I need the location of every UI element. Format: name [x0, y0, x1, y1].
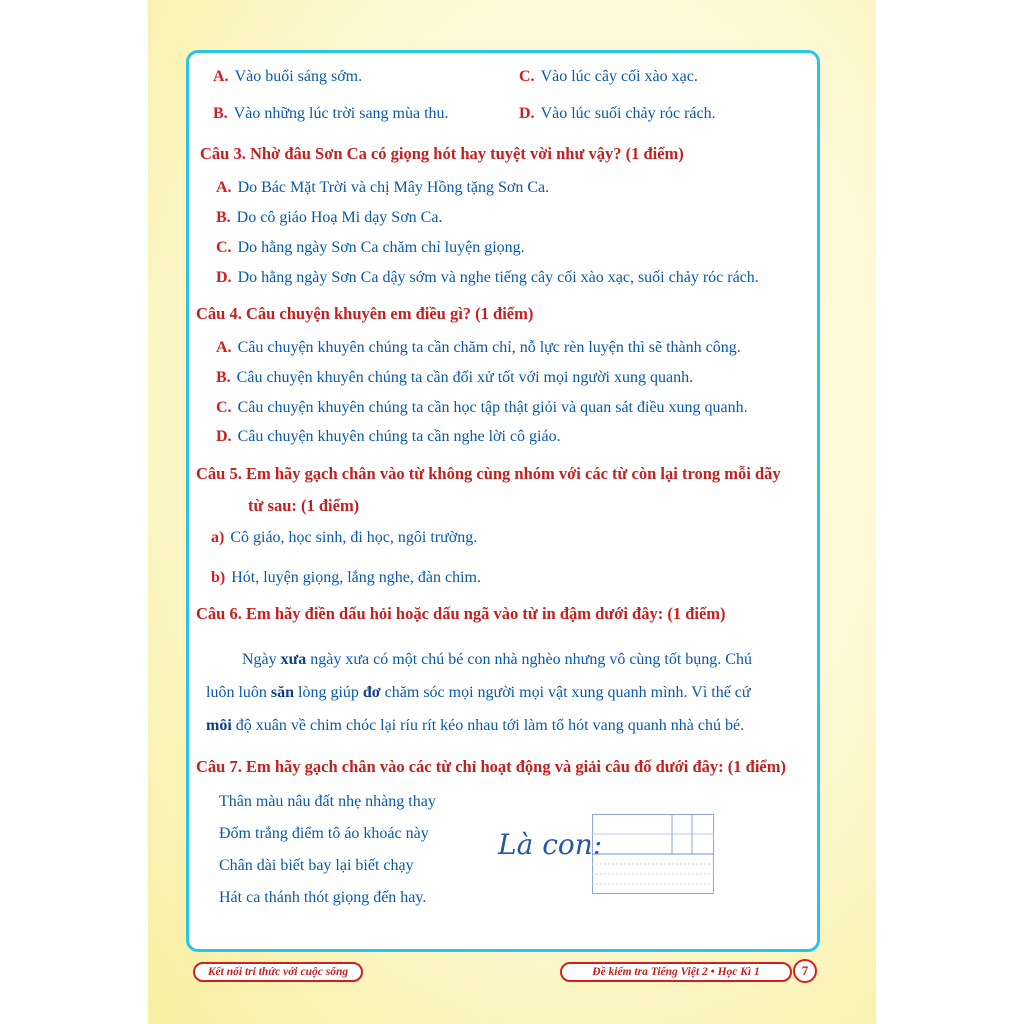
- q4-title: Câu 4. Câu chuyện khuyên em điều gì? (1 điểm): [196, 304, 534, 323]
- q2-option-c: C. Vào lúc cây cối xào xạc.: [519, 68, 698, 85]
- q7-poem-line-4: Hát ca thánh thót giọng đến hay.: [219, 889, 427, 906]
- q4-option-b: B. Câu chuyện khuyên chúng ta cần đối xử tốt với mọi người xung quanh.: [216, 369, 694, 386]
- q7-poem-line-3: Chân dài biết bay lại biết chạy: [219, 857, 414, 874]
- q5-item-b: b) Hót, luyện giọng, lắng nghe, đàn chim.: [211, 569, 481, 586]
- q2-option-a: A. Vào buổi sáng sớm.: [213, 68, 363, 85]
- q5-title-line2: từ sau: (1 điểm): [248, 496, 360, 515]
- q6-paragraph-line1: Ngày xưa ngày xưa có một chú bé con nhà nghèo nhưng vô cùng tốt bụng. Chú: [242, 651, 752, 668]
- q5-item-a: a) Cô giáo, học sinh, đi học, ngôi trường.: [211, 529, 478, 546]
- q7-title: Câu 7. Em hãy gạch chân vào các từ chỉ hoạt động và giải câu đố dưới đây: (1 điểm): [196, 757, 786, 776]
- q4-option-c: C. Câu chuyện khuyên chúng ta cần học tập thật giỏi và quan sát điều xung quanh.: [216, 399, 748, 416]
- q3-option-a: A. Do Bác Mặt Trời và chị Mây Hồng tặng Sơn Ca.: [216, 179, 550, 196]
- q3-option-b: B. Do cô giáo Hoạ Mi dạy Sơn Ca.: [216, 209, 443, 226]
- q6-title: Câu 6. Em hãy điền dấu hỏi hoặc dấu ngã vào từ in đậm dưới đây: (1 điểm): [196, 604, 726, 623]
- footer-book-title: Đề kiểm tra Tiếng Việt 2 • Học Kì 1: [560, 962, 792, 982]
- q2-option-d: D. Vào lúc suối chảy róc rách.: [519, 105, 716, 122]
- q6-paragraph-line3: môi độ xuân về chim chóc lại ríu rít kéo nhau tới làm tổ hót vang quanh nhà chú bé.: [206, 717, 745, 734]
- q4-option-a: A. Câu chuyện khuyên chúng ta cần chăm chỉ, nỗ lực rèn luyện thì sẽ thành công.: [216, 339, 741, 356]
- page-number: 7: [793, 959, 817, 983]
- q7-poem-line-1: Thân màu nâu đất nhẹ nhàng thay: [219, 793, 436, 810]
- q2-option-b: B. Vào những lúc trời sang mùa thu.: [213, 105, 449, 122]
- q6-paragraph-line2: luôn luôn săn lòng giúp đơ chăm sóc mọi người mọi vật xung quanh mình. Vì thế cứ: [206, 684, 751, 701]
- footer-series-title: Kết nối tri thức với cuộc sống: [193, 962, 363, 982]
- answer-writing-grid[interactable]: [592, 814, 714, 894]
- q3-title: Câu 3. Nhờ đâu Sơn Ca có giọng hót hay tuyệt vời như vậy? (1 điểm): [200, 144, 684, 163]
- q3-option-d: D. Do hằng ngày Sơn Ca dậy sớm và nghe tiếng cây cối xào xạc, suối chảy róc rách.: [216, 269, 759, 286]
- q3-option-c: C. Do hằng ngày Sơn Ca chăm chỉ luyện giọng.: [216, 239, 525, 256]
- answer-prompt: Là con:: [498, 828, 603, 861]
- q4-option-d: D. Câu chuyện khuyên chúng ta cần nghe lời cô giáo.: [216, 428, 561, 445]
- q7-poem-line-2: Đốm trắng điểm tô áo khoác này: [219, 825, 429, 842]
- q5-title-line1: Câu 5. Em hãy gạch chân vào từ không cùng nhóm với các từ còn lại trong mỗi dãy: [196, 464, 781, 483]
